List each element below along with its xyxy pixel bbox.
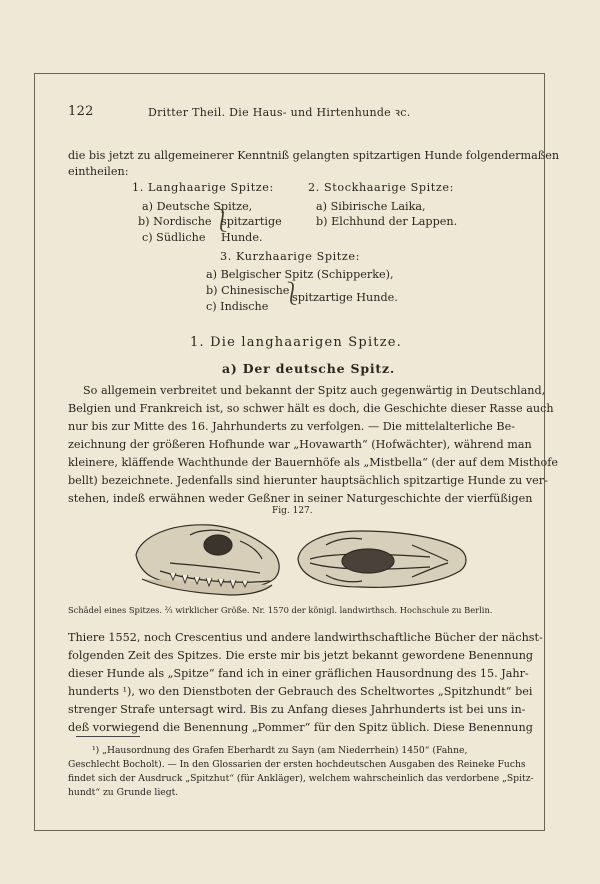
brace: ⎱ [211,209,234,234]
group-1-bc2: Hunde. [221,231,263,244]
body-line: Thiere 1552, noch Crescentius und andere landwirthschaftliche Bücher der nächst- [68,631,543,644]
section-title: 1. Die langhaarigen Spitze. [190,335,402,350]
body-line: folgenden Zeit des Spitzes. Die erste mir bis jetzt bekannt gewordene Benennung [68,649,534,662]
running-title: Dritter Theil. Die Haus- und Hirtenhunde ꝛc. [148,106,411,119]
figure-label: Fig. 127. [272,506,313,516]
body-line: stehen, indeß erwähnen weder Geßner in seiner Naturgeschichte der vierfüßigen [68,492,533,505]
figure-caption: Schädel eines Spitzes. ²⁄₃ wirklicher Größe. Nr. 1570 der königl. landwirthsch. Hochschule zu Berlin. [68,605,493,615]
group-2-b: b) Elchhund der Lappen. [316,215,458,228]
body-line: deß vorwiegend die Benennung „Pommer“ für den Spitz üblich. Diese Benennung [68,721,533,734]
body-line: dieser Hunde als „Spitze“ fand ich in einer gräflichen Hausordnung des 15. Jahr- [68,667,529,680]
intro-line: die bis jetzt zu allgemeinerer Kenntniß gelangten spitzartigen Hunde folgendermaßen [68,149,560,162]
group-3-b: b) Chinesische [206,284,290,297]
brace: ⎱ [281,282,304,307]
group-1-b: b) Nordische [138,215,212,228]
intro-line: eintheilen: [68,165,129,178]
body-line: So allgemein verbreitet und bekannt der Spitz auch gegenwärtig in Deutschland, [83,384,546,397]
group-2-a: a) Sibirische Laika, [316,200,426,213]
body-line: Belgien und Frankreich ist, so schwer hält es doch, die Geschichte dieser Rasse auch [68,402,554,415]
footnote-rule [76,736,140,737]
footnote-line: ¹) „Hausordnung des Grafen Eberhardt zu Sayn (am Niederrhein) 1450“ (Fahne, [92,745,468,756]
body-line: zeichnung der größeren Hofhunde war „Hovawarth“ (Hofwächter), während man [68,438,532,451]
group-1-title: 1. Langhaarige Spitze: [132,181,274,194]
body-line: kleinere, kläffende Wachthunde der Bauernhöfe als „Mistbella“ (der auf dem Misthofe [68,456,558,469]
footnote-line: findet sich der Ausdruck „Spitzhut“ (für Ankläger), welchem wahrscheinlich das verdorbene „Spitz- [68,773,534,784]
body-line: nur bis zur Mitte des 16. Jahrhunderts zu verfolgen. — Die mittelalterliche Be- [68,420,515,433]
group-3-title: 3. Kurzhaarige Spitze: [220,250,360,263]
group-2-title: 2. Stockhaarige Spitze: [308,181,454,194]
footnote-line: hundt“ zu Grunde liegt. [68,787,179,798]
group-3-c: c) Indische [206,300,269,313]
page-number: 122 [68,104,94,119]
body-line: bellt) bezeichnete. Jedenfalls sind hierunter hauptsächlich spitzartige Hunde zu ver- [68,474,548,487]
subsection-title: a) Der deutsche Spitz. [222,361,396,376]
group-1-c: c) Südliche [142,231,206,244]
body-line: strenger Strafe untersagt wird. Bis zu Anfang dieses Jahrhunderts ist bei uns in- [68,703,526,716]
body-line: hunderts ¹), wo den Dienstboten der Gebrauch des Scheltwortes „Spitzhundt“ bei [68,685,533,698]
group-1-bc: spitzartige [221,215,282,228]
skull-figure [130,515,470,600]
footnote-line: Geschlecht Bocholt). — In den Glossarien der ersten hochdeutschen Ausgaben des Reineke Fuchs [68,759,526,770]
running-header [68,104,508,120]
group-3-bc: spitzartige Hunde. [292,291,398,304]
group-3-a: a) Belgischer Spitz (Schipperke), [206,268,394,281]
group-1-a: a) Deutsche Spitze, [142,200,253,213]
